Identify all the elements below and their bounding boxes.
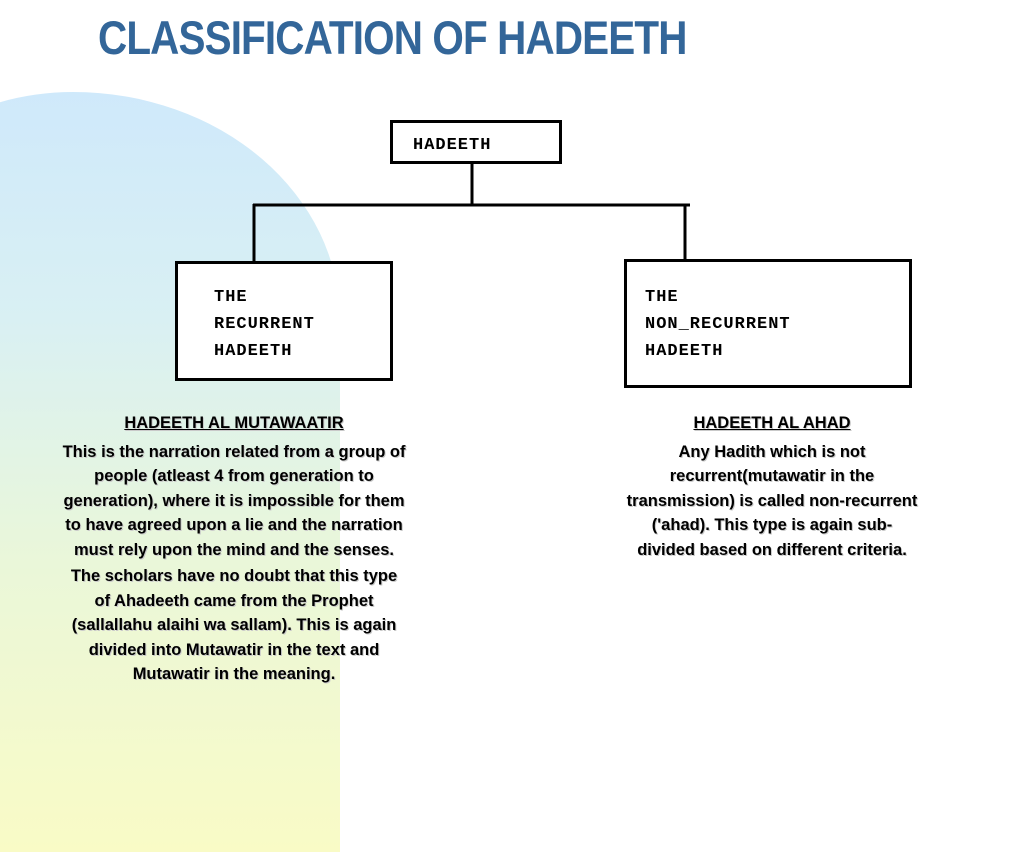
mutawaatir-description: [62, 411, 406, 687]
hadeeth-root-box: [390, 120, 562, 164]
recurrent-hadeeth-box: [175, 261, 393, 381]
mutawaatir-paragraph-1: This is the narration related from a group of people (atleast 4 from generation to generation), where it is impossible for them to have agreed upon a lie and the narration must rely upon the mind and the senses.: [62, 442, 406, 559]
mutawaatir-heading: HADEETH AL MUTAWAATIR: [124, 414, 344, 432]
left-box-line-1: THE: [214, 288, 248, 307]
slide-title: CLASSIFICATION OF HADEETH: [98, 11, 687, 64]
ahad-heading: HADEETH AL AHAD: [693, 414, 851, 432]
left-box-line-2: RECURRENT: [214, 315, 315, 334]
right-box-line-2: NON_RECURRENT: [645, 315, 791, 334]
right-box-line-1: THE: [645, 288, 679, 307]
right-box-line-3: HADEETH: [645, 342, 724, 361]
ahad-description: [624, 411, 920, 562]
left-box-line-3: HADEETH: [214, 342, 293, 361]
non-recurrent-hadeeth-box: [624, 259, 912, 388]
ahad-paragraph-1: Any Hadith which is not recurrent(mutawatir in the transmission) is called non-recurrent ('ahad). This type is again sub-divided based on different criteria.: [626, 442, 918, 559]
root-box-label: HADEETH: [413, 136, 492, 155]
mutawaatir-paragraph-2: The scholars have no doubt that this type of Ahadeeth came from the Prophet (sallallahu alaihi wa sallam). This is again divided into Mutawatir in the text and Mutawatir in the meaning.: [70, 567, 398, 683]
